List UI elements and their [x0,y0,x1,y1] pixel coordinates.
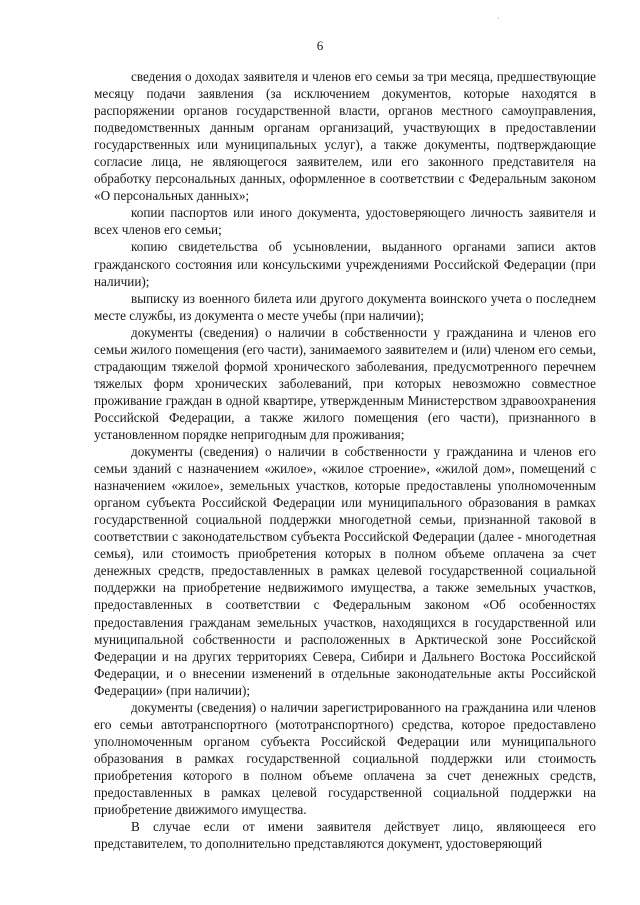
paragraph-military-id: выписку из военного билета или другого документа воинского учета о последнем месте службы, из документа о месте учебы (при наличии); [94,290,596,323]
page-number: 6 [316,38,324,53]
paragraph-land-and-buildings: документы (сведения) о наличии в собственности у гражданина и членов его семьи зданий с назначением «жилое», «жилое строение», «жилой дом», помещений с назначением «жилое», земельных участков, которые предоставлены уполномоченным органом субъекта Российской Федерации или муниципального образования в рамках государственной социальной поддержки многодетной семьи, признанной таковой в соответствии с законодательством субъекта Российской Федерации (далее - многодетная семья), или стоимость приобретения которых в полном объеме оплачена за счет денежных средств, предоставленных в рамках целевой государственной социальной поддержки на приобретение недвижимого имущества, а также земельных участков, предоставленных в соответствии с Федеральным законом «Об особенностях предоставления гражданам земельных участков, находящихся в государственной или муниципальной собственности и расположенных в Арктической зоне Российской Федерации и на других территориях Севера, Сибири и Дальнего Востока Российской Федерации, и о внесении изменений в отдельные законодательные акты Российской Федерации» (при наличии); [94,444,596,698]
paragraph-residential-property: документы (сведения) о наличии в собственности у гражданина и членов его семьи жилого помещения (его части), занимаемого заявителем и (или) членом его семьи, страдающим тяжелой формой хронического заболевания, предусмотренного перечнем тяжелых форм хронических заболеваний, при которых невозможно совместное проживание граждан в одной квартире, утвержденным Министерством здравоохранения Российской Федерации, а также жилого помещения (его части), признанного в установленном порядке непригодным для проживания; [94,324,596,442]
paragraph-income-info: сведения о доходах заявителя и членов его семьи за три месяца, предшествующие месяцу подачи заявления (за исключением документов, которые находятся в распоряжении органов государственной власти, органов местного самоуправления, подведомственных данным органам организаций, участвующих в предоставлении государственных или муниципальных услуг), а также документы, подтверждающие согласие лица, не являющегося заявителем, или его законного представителя на обработку персональных данных, оформленное в соответствии с Федеральным законом «О персональных данных»; [94,69,596,204]
paragraph-representative: В случае если от имени заявителя действует лицо, являющееся его представителем, то дополнительно представляются документ, удостоверяющий [94,819,596,852]
document-body [94,68,596,852]
paragraph-vehicles: документы (сведения) о наличии зарегистрированного на гражданина или членов его семьи автотранспортного (мототранспортного) средства, которое предоставлено уполномоченным органом субъекта Российской Федерации или муниципального образования в рамках государственной социальной поддержки или стоимость приобретения которого в полном объеме оплачена за счет денежных средств, предоставленных в рамках целевой государственной социальной поддержки на приобретение движимого имущества. [94,699,596,818]
paragraph-passport-copies: копии паспортов или иного документа, удостоверяющего личность заявителя и всех членов его семьи; [94,205,596,238]
corner-mark: · [497,14,500,23]
paragraph-adoption-certificate: копию свидетельства об усыновлении, выданного органами записи актов гражданского состояния или консульскими учреждениями Российской Федерации (при наличии); [94,239,596,289]
